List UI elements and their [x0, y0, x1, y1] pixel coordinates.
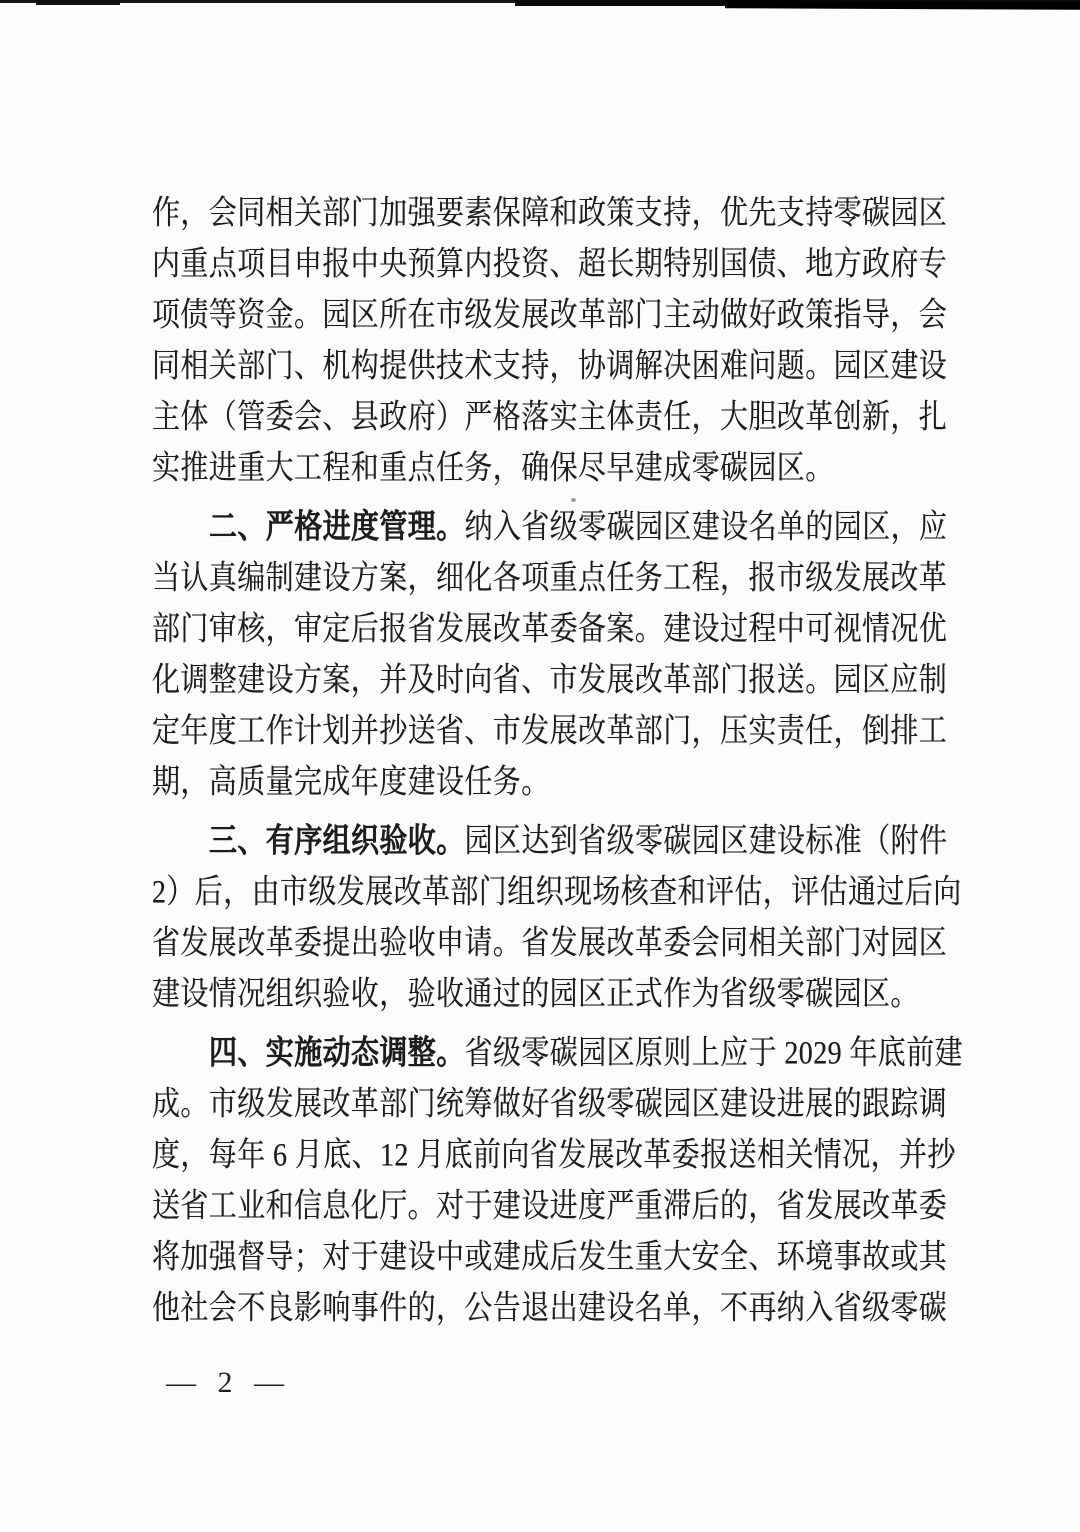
scan-artifact-top-line: [725, 0, 1080, 10]
line-text: 部门审核，审定后报省发展改革委备案。建设过程中可视情况优: [152, 611, 948, 648]
line-text: 成。市级发展改革部门统筹做好省级零碳园区建设进展的跟踪调: [152, 1086, 948, 1123]
line-text: 纳入省级零碳园区建设名单的园区，应: [464, 509, 948, 546]
line-text: 建设情况组织验收，验收通过的园区正式作为省级零碳园区。: [152, 976, 919, 1013]
line-text: 实推进重大工程和重点任务，确保尽早建成零碳园区。: [152, 450, 834, 487]
line-text: 定年度工作计划并抄送省、市发展改革部门，压实责任，倒排工: [152, 713, 948, 750]
line-text: 同相关部门、机构提供技术支持，协调解决困难问题。园区建设: [152, 348, 948, 385]
text-line: [152, 752, 962, 812]
line-text: 作，会同相关部门加强要素保障和政策支持，优先支持零碳园区: [152, 195, 948, 232]
line-text: 省级零碳园区原则上应于 2029 年底前建: [464, 1035, 964, 1072]
document-body: [152, 188, 962, 1334]
section-heading: 四、实施动态调整。: [209, 1035, 465, 1072]
scan-artifact-top-line: [36, 0, 120, 5]
section-heading: 三、有序组织验收。: [209, 823, 465, 860]
page-number: — 2 —: [166, 1366, 291, 1399]
line-text: 内重点项目申报中央预算内投资、超长期特别国债、地方政府专: [152, 246, 948, 283]
line-text: 2）后，由市级发展改革部门组织现场核查和评估，评估通过后向: [152, 874, 962, 911]
text-line: [152, 438, 962, 498]
text-line: [152, 1278, 962, 1338]
line-text: 项债等资金。园区所在市级发展改革部门主动做好政策指导，会: [152, 297, 948, 334]
line-text: 化调整建设方案，并及时向省、市发展改革部门报送。园区应制: [152, 662, 948, 699]
line-text: 他社会不良影响事件的，公告退出建设名单，不再纳入省级零碳: [152, 1290, 948, 1327]
line-text: 当认真编制建设方案，细化各项重点任务工程，报市级发展改革: [152, 560, 948, 597]
line-text: 园区达到省级零碳园区建设标准（附件: [464, 823, 948, 860]
line-text: 度，每年 6 月底、12 月底前向省发展改革委报送相关情况，并抄: [152, 1137, 956, 1174]
line-text: 主体（管委会、县政府）严格落实主体责任，大胆改革创新，扎: [152, 399, 948, 436]
line-text: 省发展改革委提出验收申请。省发展改革委会同相关部门对园区: [152, 925, 948, 962]
line-text: 送省工业和信息化厅。对于建设进度严重滞后的，省发展改革委: [152, 1188, 948, 1225]
line-text: 期，高质量完成年度建设任务。: [152, 764, 550, 801]
line-text: 将加强督导；对于建设中或建成后发生重大安全、环境事故或其: [152, 1239, 948, 1276]
text-line: [152, 964, 962, 1024]
section-heading: 二、严格进度管理。: [209, 509, 465, 546]
